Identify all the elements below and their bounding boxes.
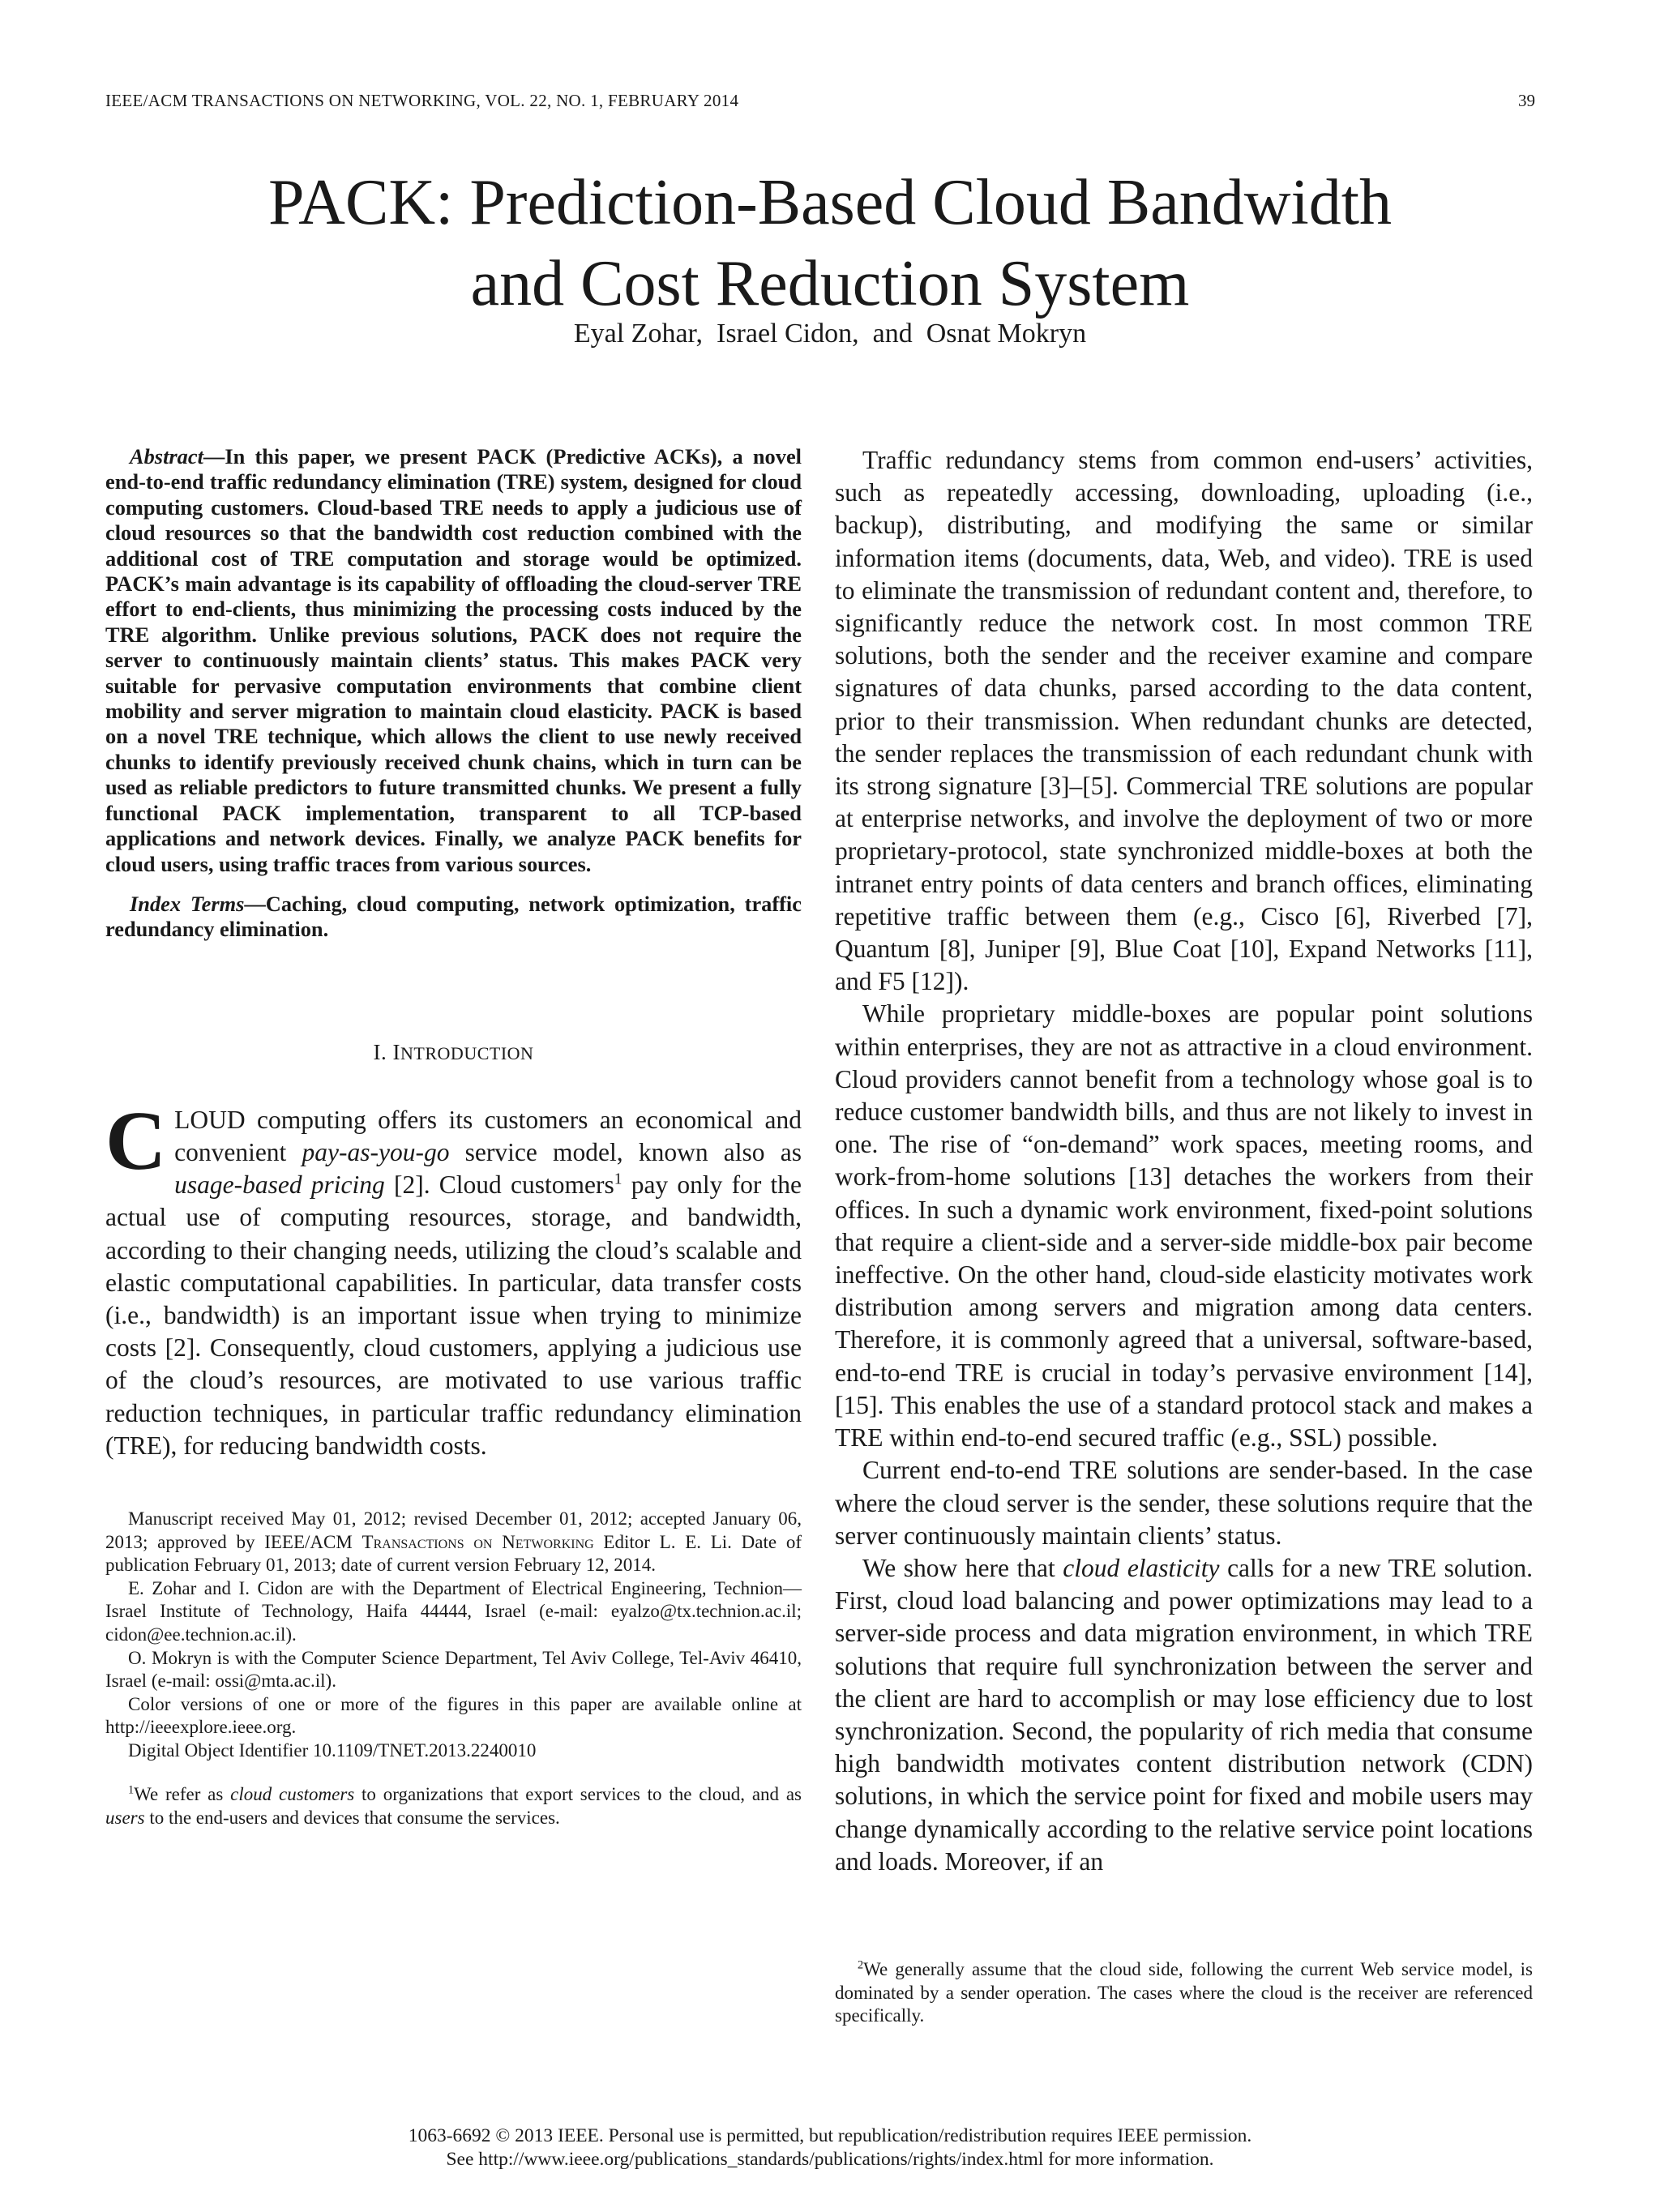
- page-number: 39: [1518, 91, 1535, 110]
- footnote-1-c: to the end-users and devices that consume the services.: [144, 1808, 560, 1829]
- manuscript-note-a: Manuscript received May 01, 2012; revised December 01, 2012; accepted January 06, 2013; approved by IEEE/ACM: [105, 1508, 802, 1552]
- index-terms: [105, 892, 802, 943]
- footnote-2-text: We generally assume that the cloud side, following the current Web service model, is dominated by a sender operation. The cases where the cloud is the receiver are referenced specifically.: [835, 1959, 1533, 2026]
- intro-italic-2: usage-based pricing: [174, 1170, 385, 1200]
- journal-name-smallcaps: Transactions on Networking: [362, 1531, 594, 1552]
- section-heading-rest: NTRODUCTION: [400, 1042, 534, 1063]
- manuscript-note: [105, 1508, 802, 1577]
- section-heading-initial: I: [392, 1039, 401, 1064]
- affiliation-1: E. Zohar and I. Cidon are with the Department of Electrical Engineering, Technion—Israel Institute of Technology, Haifa 44444, Israel (e-mail: eyalzo@tx.technion.ac.il; cidon@ee.technion.ac.il).: [105, 1577, 802, 1645]
- intro-part-4: pay only for the actual use of computing resources, storage, and bandwidth, according to their changing needs, utilizing the cloud’s scalable and elastic computational capabilities. In particular, data transfer costs (i.e., bandwidth) is an important issue when trying to minimize costs [2]. Consequently, cloud customers, applying a judicious use of the cloud’s resources, are motivated to use various traffic reduction techniques, in particular traffic redundancy elimination (TRE), for reducing bandwidth costs.: [105, 1170, 802, 1460]
- color-note: Color versions of one or more of the figures in this paper are available online at http://ieeexplore.ieee.org.: [105, 1693, 802, 1738]
- abstract-dash: —: [203, 444, 225, 468]
- section-number: I.: [373, 1039, 393, 1064]
- affiliation-2: O. Mokryn is with the Computer Science Department, Tel Aviv College, Tel-Aviv 46410, Israel (e-mail: ossi@mta.ac.il).: [105, 1647, 802, 1692]
- left-column: [105, 444, 802, 1849]
- abstract-lead: Abstract: [130, 444, 203, 468]
- right-paragraph-2: While proprietary middle-boxes are popular point solutions within enterprises, they are not as attractive in a cloud environment. Cloud providers cannot benefit from a technology whose goal is to reduce customer bandwidth bills, and thus are not likely to invest in one. The rise of “on-demand” work spaces, meeting rooms, and work-from-home solutions [13] detaches the workers from their offices. In such a dynamic work environment, fixed-point solutions that require a client-side and a server-side middle-box pair become ineffective. On the other hand, cloud-side elasticity motivates work distribution among servers and migration among data centers. Therefore, it is commonly agreed that a universal, software-based, end-to-end TRE is crucial in today’s pervasive environment [14], [15]. This enables the use of a standard protocol stack and makes a TRE within end-to-end secured traffic (e.g., SSL) possible.: [835, 999, 1533, 1453]
- abstract: [105, 444, 802, 877]
- intro-part-1: LOUD computing offers its customers an economical and convenient: [174, 1105, 802, 1166]
- copyright-line-1: 1063-6692 © 2013 IEEE. Personal use is permitted, but republication/redistribution requires IEEE permission.: [408, 2125, 1252, 2146]
- copyright-notice: [0, 2124, 1660, 2171]
- title-line-1: PACK: Prediction-Based Cloud Bandwidth: [268, 167, 1392, 238]
- right-paragraph-4: [835, 1552, 1533, 1878]
- footnote-2-marker: 2: [858, 1958, 864, 1972]
- footnote-1-italic-2: users: [105, 1808, 145, 1829]
- manuscript-note-b: Editor L. E. Li. Date of publication February 01, 2013; date of current version February 12, 2014.: [105, 1531, 802, 1576]
- authors: Eyal Zohar, Israel Cidon, and Osnat Mokryn: [573, 319, 1087, 349]
- index-terms-text: Caching, cloud computing, network optimization, traffic redundancy elimination.: [105, 891, 802, 942]
- running-head: IEEE/ACM TRANSACTIONS ON NETWORKING, VOL. 22, NO. 1, FEBRUARY 2014: [105, 91, 739, 110]
- right-column: [835, 444, 1533, 1878]
- intro-italic-1: pay-as-you-go: [302, 1137, 450, 1166]
- intro-paragraph: [105, 1093, 802, 1462]
- manuscript-notes: [105, 1508, 802, 1763]
- index-terms-lead: Index Terms: [130, 891, 245, 916]
- footnote-2: [835, 1958, 1533, 2028]
- footnote-1-a: We refer as: [134, 1784, 231, 1805]
- footnote-marker-1: 1: [614, 1170, 622, 1188]
- intro-part-3: [2]. Cloud customers: [384, 1170, 614, 1200]
- right-paragraph-4-b: calls for a new TRE solution. First, cloud load balancing and power optimizations may lead to a server-side process and data migration environment, in which TRE solutions that require full synchronization between the server and the client are hard to accomplish or may lose efficiency due to lost synchronization. Second, the popularity of rich media that consume high bandwidth motivates content distribution network (CDN) solutions, in which the service point for fixed and mobile users may change dynamically according to the relative service point locations and loads. Moreover, if an: [835, 1553, 1533, 1876]
- right-paragraph-4-italic: cloud elasticity: [1063, 1553, 1220, 1582]
- footnote-1-marker: 1: [128, 1783, 135, 1797]
- footnote-1-italic-1: cloud customers: [230, 1784, 355, 1805]
- index-terms-dash: —: [244, 891, 266, 916]
- right-paragraph-4-a: We show here that: [862, 1553, 1063, 1582]
- dropcap: C: [105, 1093, 167, 1187]
- abstract-text: In this paper, we present PACK (Predictive ACKs), a novel end-to-end traffic redundancy elimination (TRE) system, designed for cloud computing customers. Cloud-based TRE needs to apply a judicious use of cloud resources so that the bandwidth cost reduction combined with the additional cost of TRE computation and storage would be optimized. PACK’s main advantage is its capability of offloading the cloud-server TRE effort to end-clients, thus minimizing the processing costs induced by the TRE algorithm. Unlike previous solutions, PACK does not require the server to continuously maintain clients’ status. This makes PACK very suitable for pervasive computation environments that combine client mobility and server migration to maintain cloud elasticity. PACK is based on a novel TRE technique, which allows the client to use newly received chunks to identify previously received chunk chains, which in turn can be used as reliable predictors to future transmitted chunks. We present a fully functional PACK implementation, transparent to all TCP-based applications and network devices. Finally, we analyze PACK benefits for cloud users, using traffic traces from various sources.: [105, 444, 802, 876]
- intro-part-2: service model, known also as: [449, 1137, 802, 1166]
- right-paragraph-1: Traffic redundancy stems from common end-users’ activities, such as repeatedly accessing, downloading, uploading (i.e., backup), distributing, and modifying the same or similar information items (documents, data, Web, and video). TRE is used to eliminate the transmission of redundant content and, therefore, to significantly reduce the network cost. In most common TRE solutions, both the sender and the receiver examine and compare signatures of data chunks, parsed according to the data content, prior to their transmission. When redundant chunks are detected, the sender replaces the transmission of each redundant chunk with its strong signature [3]–[5]. Commercial TRE solutions are popular at enterprise networks, and involve the deployment of two or more proprietary-protocol, state synchronized middle-boxes at both the intranet entry points of data centers and branch offices, eliminating repetitive traffic between them (e.g., Cisco [6], Riverbed [7], Quantum [8], Juniper [9], Blue Coat [10], Expand Networks [11], and F5 [12]).: [835, 446, 1533, 996]
- footnote-1: [105, 1783, 802, 1829]
- right-paragraph-3: Current end-to-end TRE solutions are sender-based. In the case where the cloud server is the sender, these solutions require that the server continuously maintain clients’ status.: [835, 1456, 1533, 1550]
- section-heading-introduction: [105, 1040, 802, 1065]
- title-line-2: and Cost Reduction System: [470, 248, 1190, 319]
- doi-note: Digital Object Identifier 10.1109/TNET.2013.2240010: [128, 1739, 537, 1761]
- footnote-1-b: to organizations that export services to the cloud, and as: [354, 1784, 802, 1805]
- copyright-line-2: See http://www.ieee.org/publications_standards/publications/rights/index.html for more information.: [446, 2149, 1214, 2170]
- paper-title: [0, 162, 1660, 324]
